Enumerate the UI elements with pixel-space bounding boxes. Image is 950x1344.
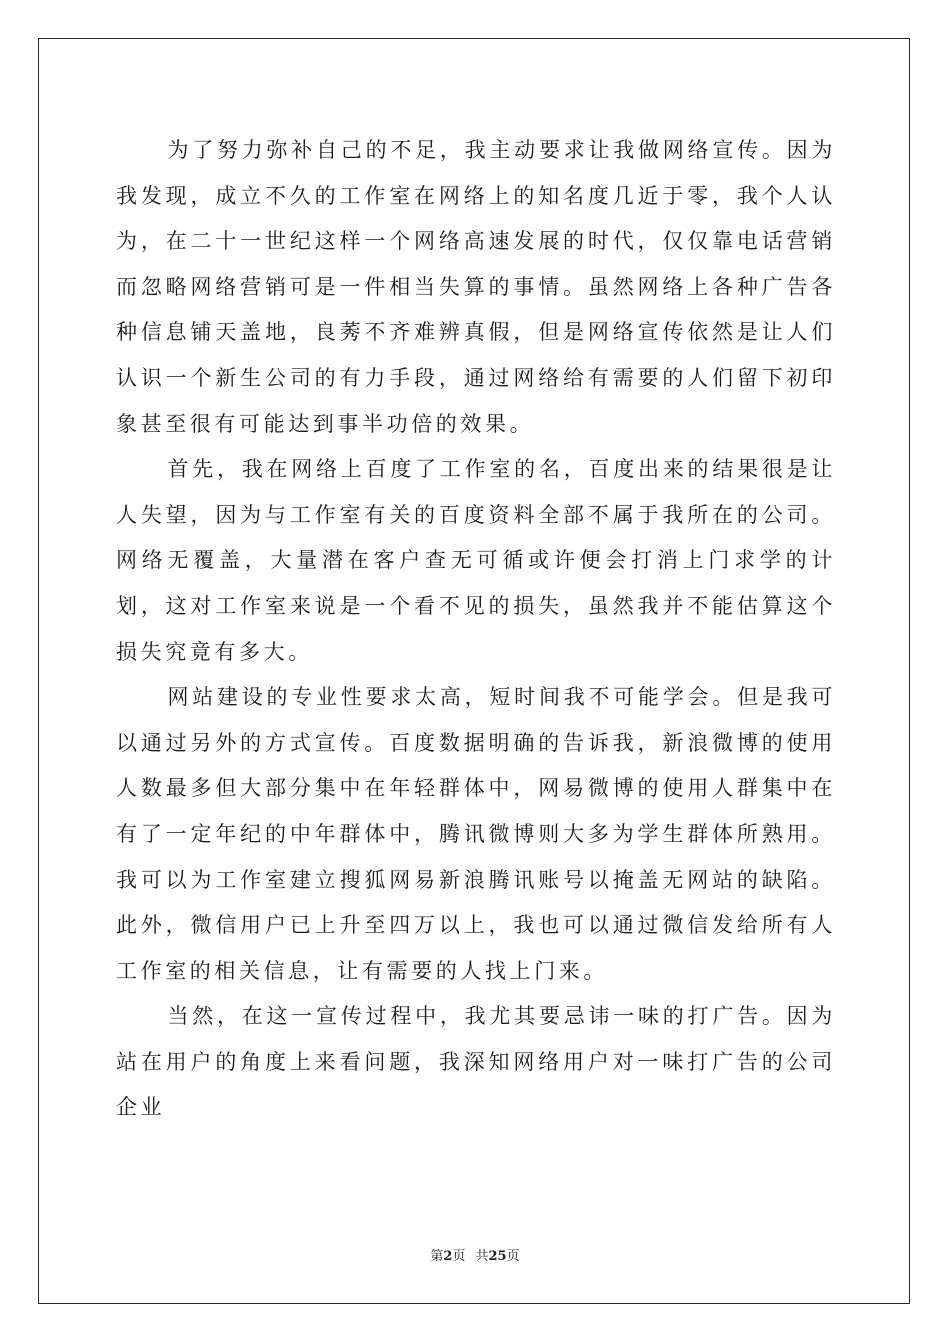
page-number: 2: [443, 1249, 453, 1264]
total-prefix: 共: [475, 1249, 489, 1264]
page-footer: [0, 1245, 950, 1264]
paragraph-2: 首先，我在网络上百度了工作室的名，百度出来的结果很是让人失望，因为与工作室有关的百度资料全部不属于我所在的公司。网络无覆盖，大量潜在客户查无可循或许便会打消上门求学的计划，这对工作室来说是一个看不见的损失，虽然我并不能估算这个损失究竟有多大。: [116, 457, 836, 664]
paragraph-4: 当然，在这一宣传过程中，我尤其要忌讳一味的打广告。因为站在用户的角度上来看问题，我深知网络用户对一味打广告的公司企业: [116, 1004, 836, 1120]
document-body: [116, 128, 836, 1131]
page-prefix: 第: [430, 1249, 444, 1264]
paragraph-1: 为了努力弥补自己的不足，我主动要求让我做网络宣传。因为我发现，成立不久的工作室在网络上的知名度几近于零，我个人认为，在二十一世纪这样一个网络高速发展的时代，仅仅靠电话营销而忽略网络营销可是一件相当失算的事情。虽然网络上各种广告各种信息铺天盖地，良莠不齐难辨真假，但是网络宣传依然是让人们认识一个新生公司的有力手段，通过网络给有需要的人们留下初印象甚至很有可能达到事半功倍的效果。: [116, 138, 836, 436]
total-pages: 25: [488, 1249, 507, 1264]
total-suffix: 页: [506, 1249, 520, 1264]
paragraph-3: 网站建设的专业性要求太高，短时间我不可能学会。但是我可以通过另外的方式宣传。百度数据明确的告诉我，新浪微博的使用人数最多但大部分集中在年轻群体中，网易微博的使用人群集中在有了一定年纪的中年群体中，腾讯微博则大多为学生群体所熟用。我可以为工作室建立搜狐网易新浪腾讯账号以掩盖无网站的缺陷。此外，微信用户已上升至四万以上，我也可以通过微信发给所有人工作室的相关信息，让有需要的人找上门来。: [116, 685, 836, 983]
page-suffix: 页: [452, 1249, 466, 1264]
